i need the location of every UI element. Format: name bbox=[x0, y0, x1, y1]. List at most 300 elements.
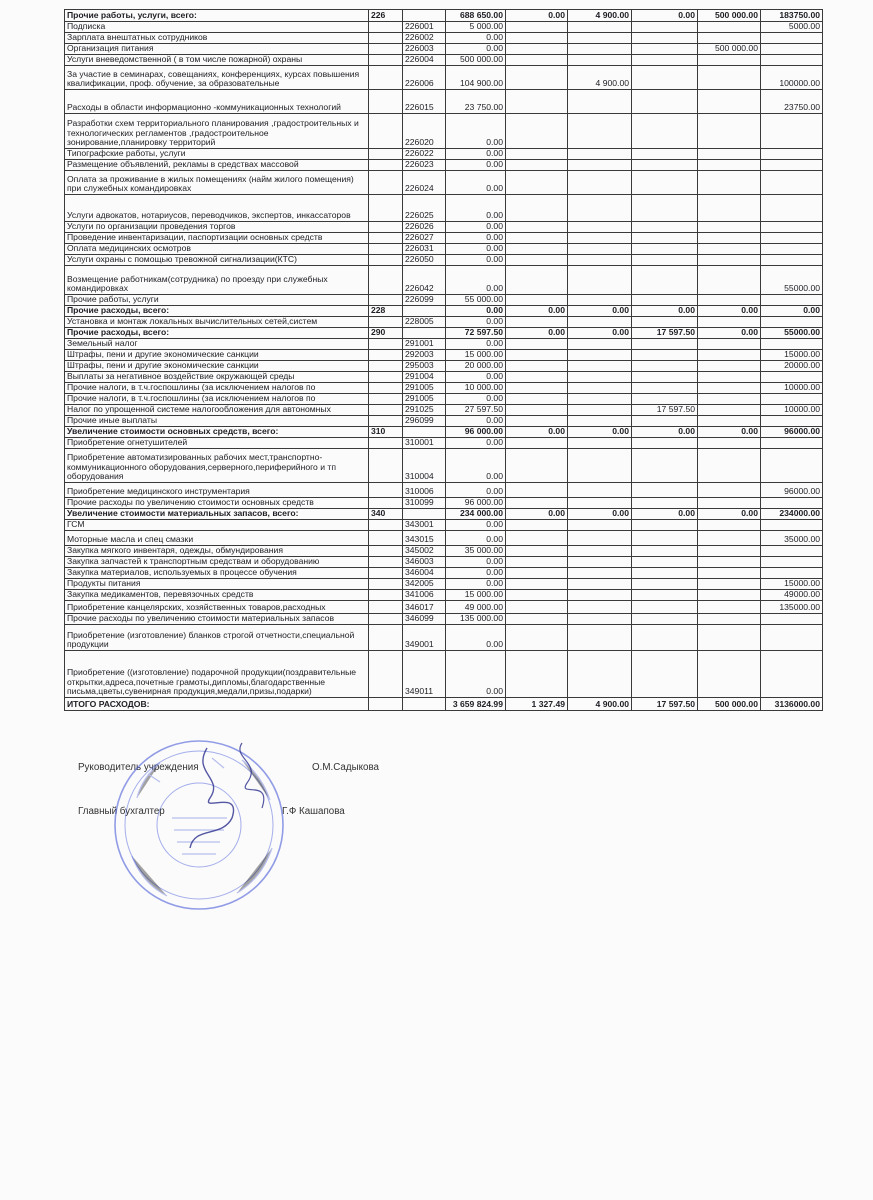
cell-art bbox=[369, 372, 403, 383]
cell-name: Услуги адвокатов, нотариусов, переводчиков, экспертов, инкассаторов bbox=[65, 195, 369, 222]
cell-c2 bbox=[568, 22, 632, 33]
cell-c5: 183750.00 bbox=[761, 10, 823, 22]
cell-c1 bbox=[506, 244, 568, 255]
section-row bbox=[65, 10, 823, 22]
cell-total: 72 597.50 bbox=[446, 328, 506, 339]
cell-c1: 0.00 bbox=[506, 328, 568, 339]
cell-code: 228005 bbox=[403, 317, 446, 328]
cell-c4 bbox=[698, 651, 761, 698]
cell-name: Подписка bbox=[65, 22, 369, 33]
cell-c2 bbox=[568, 339, 632, 350]
cell-c5 bbox=[761, 195, 823, 222]
section-row bbox=[65, 427, 823, 438]
cell-c3 bbox=[632, 557, 698, 568]
cell-c4 bbox=[698, 114, 761, 149]
table-row bbox=[65, 66, 823, 90]
cell-c5 bbox=[761, 651, 823, 698]
cell-art bbox=[369, 295, 403, 306]
cell-art bbox=[369, 590, 403, 601]
cell-c3 bbox=[632, 361, 698, 372]
cell-total: 0.00 bbox=[446, 520, 506, 531]
cell-c1 bbox=[506, 171, 568, 195]
cell-c4 bbox=[698, 339, 761, 350]
cell-art bbox=[369, 531, 403, 546]
cell-name: Установка и монтаж локальных вычислительных сетей,систем bbox=[65, 317, 369, 328]
cell-c3 bbox=[632, 531, 698, 546]
cell-total: 0.00 bbox=[446, 266, 506, 295]
table-row bbox=[65, 416, 823, 427]
cell-c4 bbox=[698, 449, 761, 483]
cell-name: ГСМ bbox=[65, 520, 369, 531]
cell-c1 bbox=[506, 405, 568, 416]
cell-c3 bbox=[632, 568, 698, 579]
cell-total: 35 000.00 bbox=[446, 546, 506, 557]
cell-c4 bbox=[698, 372, 761, 383]
cell-c1 bbox=[506, 350, 568, 361]
cell-art bbox=[369, 66, 403, 90]
cell-c4 bbox=[698, 579, 761, 590]
cell-code: 226099 bbox=[403, 295, 446, 306]
cell-art bbox=[369, 350, 403, 361]
cell-c5 bbox=[761, 416, 823, 427]
cell-c3 bbox=[632, 266, 698, 295]
cell-name: Услуги по организации проведения торгов bbox=[65, 222, 369, 233]
table-row bbox=[65, 383, 823, 394]
cell-c4 bbox=[698, 590, 761, 601]
cell-c1 bbox=[506, 579, 568, 590]
cell-name: Увеличение стоимости основных средств, всего: bbox=[65, 427, 369, 438]
cell-total: 0.00 bbox=[446, 244, 506, 255]
cell-name: ИТОГО РАСХОДОВ: bbox=[65, 698, 369, 711]
cell-c3: 17 597.50 bbox=[632, 698, 698, 711]
cell-c3 bbox=[632, 614, 698, 625]
cell-total: 15 000.00 bbox=[446, 350, 506, 361]
accountant-label: Главный бухгалтер bbox=[78, 806, 165, 817]
table-row bbox=[65, 651, 823, 698]
cell-c4 bbox=[698, 171, 761, 195]
cell-name: Расходы в области информационно -коммуникационных технологий bbox=[65, 90, 369, 114]
cell-total: 0.00 bbox=[446, 416, 506, 427]
cell-name: Приобретение (изготовление) бланков строгой отчетности,специальной продукции bbox=[65, 625, 369, 651]
cell-c1: 0.00 bbox=[506, 427, 568, 438]
cell-c2: 4 900.00 bbox=[568, 698, 632, 711]
cell-code: 310006 bbox=[403, 483, 446, 498]
cell-c5: 55000.00 bbox=[761, 328, 823, 339]
cell-c4: 0.00 bbox=[698, 427, 761, 438]
cell-code: 295003 bbox=[403, 361, 446, 372]
cell-c5: 135000.00 bbox=[761, 601, 823, 614]
cell-c1 bbox=[506, 66, 568, 90]
cell-name: Прочие работы, услуги bbox=[65, 295, 369, 306]
cell-art bbox=[369, 394, 403, 405]
cell-c4: 0.00 bbox=[698, 509, 761, 520]
cell-name: Моторные масла и спец смазки bbox=[65, 531, 369, 546]
cell-c2 bbox=[568, 579, 632, 590]
cell-c3 bbox=[632, 601, 698, 614]
cell-art bbox=[369, 114, 403, 149]
table-row bbox=[65, 90, 823, 114]
cell-c5 bbox=[761, 55, 823, 66]
cell-c2 bbox=[568, 546, 632, 557]
cell-c2 bbox=[568, 438, 632, 449]
cell-c5: 23750.00 bbox=[761, 90, 823, 114]
cell-c5 bbox=[761, 546, 823, 557]
cell-c1 bbox=[506, 651, 568, 698]
cell-art bbox=[369, 22, 403, 33]
cell-c3 bbox=[632, 66, 698, 90]
table-row bbox=[65, 33, 823, 44]
cell-total: 96 000.00 bbox=[446, 427, 506, 438]
cell-code bbox=[403, 328, 446, 339]
cell-code: 226022 bbox=[403, 149, 446, 160]
cell-art bbox=[369, 625, 403, 651]
cell-c3 bbox=[632, 372, 698, 383]
cell-art bbox=[369, 244, 403, 255]
cell-code bbox=[403, 509, 446, 520]
cell-art bbox=[369, 568, 403, 579]
cell-total: 49 000.00 bbox=[446, 601, 506, 614]
accountant-name: Г.Ф Кашапова bbox=[282, 806, 345, 817]
cell-c2: 0.00 bbox=[568, 306, 632, 317]
cell-c4 bbox=[698, 233, 761, 244]
cell-art bbox=[369, 149, 403, 160]
cell-total: 0.00 bbox=[446, 625, 506, 651]
cell-art bbox=[369, 361, 403, 372]
cell-c2: 0.00 bbox=[568, 427, 632, 438]
cell-code: 343015 bbox=[403, 531, 446, 546]
cell-c4 bbox=[698, 361, 761, 372]
cell-c3: 17 597.50 bbox=[632, 328, 698, 339]
cell-c5 bbox=[761, 160, 823, 171]
cell-c2 bbox=[568, 266, 632, 295]
cell-c4 bbox=[698, 33, 761, 44]
cell-c2 bbox=[568, 372, 632, 383]
cell-c5: 20000.00 bbox=[761, 361, 823, 372]
cell-c1 bbox=[506, 44, 568, 55]
cell-name: Проведение инвентаризации, паспортизации основных средств bbox=[65, 233, 369, 244]
cell-code: 226004 bbox=[403, 55, 446, 66]
cell-code: 226050 bbox=[403, 255, 446, 266]
cell-c2 bbox=[568, 149, 632, 160]
cell-c4: 500 000.00 bbox=[698, 44, 761, 55]
table-row bbox=[65, 483, 823, 498]
cell-c1: 1 327.49 bbox=[506, 698, 568, 711]
official-stamp bbox=[112, 738, 287, 913]
cell-art bbox=[369, 546, 403, 557]
table-row bbox=[65, 295, 823, 306]
cell-total: 10 000.00 bbox=[446, 383, 506, 394]
cell-c2 bbox=[568, 255, 632, 266]
cell-art bbox=[369, 579, 403, 590]
cell-code: 296099 bbox=[403, 416, 446, 427]
cell-art bbox=[369, 483, 403, 498]
cell-code: 226023 bbox=[403, 160, 446, 171]
cell-c2 bbox=[568, 244, 632, 255]
cell-c1 bbox=[506, 625, 568, 651]
cell-total: 0.00 bbox=[446, 306, 506, 317]
cell-total: 0.00 bbox=[446, 33, 506, 44]
cell-c1: 0.00 bbox=[506, 509, 568, 520]
cell-c4 bbox=[698, 438, 761, 449]
cell-code: 226042 bbox=[403, 266, 446, 295]
cell-c2: 4 900.00 bbox=[568, 66, 632, 90]
cell-c1 bbox=[506, 233, 568, 244]
cell-code: 346003 bbox=[403, 557, 446, 568]
cell-c1 bbox=[506, 33, 568, 44]
table-row bbox=[65, 394, 823, 405]
cell-art bbox=[369, 601, 403, 614]
cell-c4: 500 000.00 bbox=[698, 698, 761, 711]
cell-art bbox=[369, 449, 403, 483]
cell-c4 bbox=[698, 416, 761, 427]
cell-code: 226006 bbox=[403, 66, 446, 90]
cell-total: 27 597.50 bbox=[446, 405, 506, 416]
cell-total: 0.00 bbox=[446, 579, 506, 590]
cell-c3 bbox=[632, 33, 698, 44]
cell-name: Выплаты за негативное воздействие окружающей среды bbox=[65, 372, 369, 383]
cell-c5: 10000.00 bbox=[761, 405, 823, 416]
cell-c4 bbox=[698, 90, 761, 114]
cell-art bbox=[369, 651, 403, 698]
cell-c2 bbox=[568, 90, 632, 114]
table-row bbox=[65, 233, 823, 244]
cell-name: Прочие налоги, в т.ч.госпошлины (за исключением налогов по bbox=[65, 394, 369, 405]
table-row bbox=[65, 44, 823, 55]
cell-c2 bbox=[568, 651, 632, 698]
cell-c5 bbox=[761, 171, 823, 195]
cell-c1 bbox=[506, 372, 568, 383]
cell-c4 bbox=[698, 568, 761, 579]
cell-c3 bbox=[632, 651, 698, 698]
table-row bbox=[65, 339, 823, 350]
section-row bbox=[65, 328, 823, 339]
cell-c1: 0.00 bbox=[506, 10, 568, 22]
cell-code: 291004 bbox=[403, 372, 446, 383]
cell-c3 bbox=[632, 160, 698, 171]
cell-c1 bbox=[506, 295, 568, 306]
cell-c1 bbox=[506, 614, 568, 625]
document-page bbox=[64, 9, 822, 711]
table-row bbox=[65, 614, 823, 625]
cell-c4 bbox=[698, 531, 761, 546]
cell-c1: 0.00 bbox=[506, 306, 568, 317]
cell-c5 bbox=[761, 520, 823, 531]
cell-c3: 0.00 bbox=[632, 509, 698, 520]
table-row bbox=[65, 114, 823, 149]
cell-c5 bbox=[761, 233, 823, 244]
director-label: Руководитель учреждения bbox=[78, 762, 199, 773]
table-row bbox=[65, 405, 823, 416]
cell-total: 688 650.00 bbox=[446, 10, 506, 22]
cell-code: 291001 bbox=[403, 339, 446, 350]
section-row bbox=[65, 509, 823, 520]
cell-total: 15 000.00 bbox=[446, 590, 506, 601]
cell-art bbox=[369, 383, 403, 394]
table-row bbox=[65, 160, 823, 171]
table-row bbox=[65, 222, 823, 233]
cell-c4 bbox=[698, 149, 761, 160]
cell-total: 0.00 bbox=[446, 195, 506, 222]
cell-c4 bbox=[698, 614, 761, 625]
cell-c2 bbox=[568, 383, 632, 394]
cell-total: 23 750.00 bbox=[446, 90, 506, 114]
cell-total: 20 000.00 bbox=[446, 361, 506, 372]
cell-art bbox=[369, 222, 403, 233]
cell-total: 0.00 bbox=[446, 651, 506, 698]
cell-c5 bbox=[761, 244, 823, 255]
cell-c3 bbox=[632, 449, 698, 483]
cell-code: 226026 bbox=[403, 222, 446, 233]
cell-code: 346004 bbox=[403, 568, 446, 579]
cell-c3: 0.00 bbox=[632, 427, 698, 438]
cell-total: 0.00 bbox=[446, 222, 506, 233]
cell-total: 234 000.00 bbox=[446, 509, 506, 520]
cell-total: 0.00 bbox=[446, 160, 506, 171]
cell-art: 290 bbox=[369, 328, 403, 339]
cell-c3 bbox=[632, 171, 698, 195]
cell-total: 0.00 bbox=[446, 114, 506, 149]
cell-code bbox=[403, 10, 446, 22]
cell-total: 0.00 bbox=[446, 233, 506, 244]
cell-c4 bbox=[698, 498, 761, 509]
cell-c1 bbox=[506, 498, 568, 509]
cell-code: 343001 bbox=[403, 520, 446, 531]
cell-code: 226024 bbox=[403, 171, 446, 195]
cell-c5: 55000.00 bbox=[761, 266, 823, 295]
cell-c5 bbox=[761, 449, 823, 483]
cell-art bbox=[369, 317, 403, 328]
cell-name: Прочие налоги, в т.ч.госпошлины (за исключением налогов по bbox=[65, 383, 369, 394]
cell-c4: 0.00 bbox=[698, 328, 761, 339]
cell-c4 bbox=[698, 55, 761, 66]
cell-total: 0.00 bbox=[446, 255, 506, 266]
table-row bbox=[65, 255, 823, 266]
cell-c5 bbox=[761, 438, 823, 449]
cell-art: 340 bbox=[369, 509, 403, 520]
cell-c3 bbox=[632, 339, 698, 350]
cell-code bbox=[403, 306, 446, 317]
expense-table bbox=[64, 9, 823, 711]
table-row bbox=[65, 590, 823, 601]
cell-name: Продукты питания bbox=[65, 579, 369, 590]
table-row bbox=[65, 625, 823, 651]
cell-c2 bbox=[568, 625, 632, 651]
cell-c2 bbox=[568, 601, 632, 614]
cell-c4 bbox=[698, 546, 761, 557]
cell-art bbox=[369, 557, 403, 568]
cell-name: Приобретение канцелярских, хозяйственных товаров,расходных bbox=[65, 601, 369, 614]
cell-c5 bbox=[761, 372, 823, 383]
cell-name: Прочие расходы, всего: bbox=[65, 328, 369, 339]
cell-c4 bbox=[698, 255, 761, 266]
cell-c5 bbox=[761, 33, 823, 44]
cell-c4 bbox=[698, 266, 761, 295]
cell-name: Штрафы, пени и другие экономические санкции bbox=[65, 361, 369, 372]
cell-name: Прочие расходы по увеличению стоимости материальных запасов bbox=[65, 614, 369, 625]
cell-c3 bbox=[632, 295, 698, 306]
cell-code: 310099 bbox=[403, 498, 446, 509]
cell-art bbox=[369, 171, 403, 195]
cell-name: Приобретение ((изготовление) подарочной продукции(поздравительные открытки,адреса,почетные грамоты,дипломы,благодарственные письма,цветы,сувенирная продукция,медали,призы,подарки) bbox=[65, 651, 369, 698]
cell-name: Прочие расходы, всего: bbox=[65, 306, 369, 317]
cell-c2: 0.00 bbox=[568, 509, 632, 520]
cell-name: Налог по упрощенной системе налогообложения для автономных bbox=[65, 405, 369, 416]
cell-c2 bbox=[568, 222, 632, 233]
cell-code: 291005 bbox=[403, 383, 446, 394]
table-row bbox=[65, 498, 823, 509]
cell-c1 bbox=[506, 317, 568, 328]
section-row bbox=[65, 306, 823, 317]
cell-c5 bbox=[761, 255, 823, 266]
cell-c5: 96000.00 bbox=[761, 483, 823, 498]
cell-c2 bbox=[568, 361, 632, 372]
cell-code: 346099 bbox=[403, 614, 446, 625]
cell-c5 bbox=[761, 625, 823, 651]
table-row bbox=[65, 568, 823, 579]
cell-total: 0.00 bbox=[446, 171, 506, 195]
cell-c3 bbox=[632, 438, 698, 449]
cell-c2 bbox=[568, 114, 632, 149]
cell-c5: 5000.00 bbox=[761, 22, 823, 33]
table-row bbox=[65, 195, 823, 222]
cell-c1 bbox=[506, 557, 568, 568]
cell-c3 bbox=[632, 416, 698, 427]
cell-code: 349001 bbox=[403, 625, 446, 651]
cell-c1 bbox=[506, 195, 568, 222]
cell-code bbox=[403, 698, 446, 711]
cell-c1 bbox=[506, 546, 568, 557]
cell-c5: 0.00 bbox=[761, 306, 823, 317]
cell-c5 bbox=[761, 44, 823, 55]
cell-c1 bbox=[506, 483, 568, 498]
cell-total: 0.00 bbox=[446, 372, 506, 383]
cell-c4 bbox=[698, 195, 761, 222]
cell-c3 bbox=[632, 579, 698, 590]
cell-c2 bbox=[568, 295, 632, 306]
cell-c5 bbox=[761, 498, 823, 509]
cell-code: 226020 bbox=[403, 114, 446, 149]
cell-total: 3 659 824.99 bbox=[446, 698, 506, 711]
cell-name: Прочие расходы по увеличению стоимости основных средств bbox=[65, 498, 369, 509]
cell-c1 bbox=[506, 149, 568, 160]
cell-c1 bbox=[506, 222, 568, 233]
cell-c2 bbox=[568, 44, 632, 55]
cell-art bbox=[369, 339, 403, 350]
cell-c4 bbox=[698, 22, 761, 33]
cell-art bbox=[369, 195, 403, 222]
table-row bbox=[65, 22, 823, 33]
cell-code: 291025 bbox=[403, 405, 446, 416]
cell-total: 0.00 bbox=[446, 339, 506, 350]
cell-total: 0.00 bbox=[446, 568, 506, 579]
cell-art: 226 bbox=[369, 10, 403, 22]
cell-code: 226015 bbox=[403, 90, 446, 114]
table-row bbox=[65, 438, 823, 449]
cell-code bbox=[403, 427, 446, 438]
cell-c3 bbox=[632, 90, 698, 114]
cell-art bbox=[369, 416, 403, 427]
cell-c2 bbox=[568, 405, 632, 416]
cell-c1 bbox=[506, 531, 568, 546]
cell-art bbox=[369, 498, 403, 509]
cell-art bbox=[369, 90, 403, 114]
cell-c2 bbox=[568, 55, 632, 66]
cell-c4 bbox=[698, 483, 761, 498]
cell-c4 bbox=[698, 222, 761, 233]
cell-art bbox=[369, 233, 403, 244]
cell-name: Размещение объявлений, рекламы в средствах массовой bbox=[65, 160, 369, 171]
total-row bbox=[65, 698, 823, 711]
